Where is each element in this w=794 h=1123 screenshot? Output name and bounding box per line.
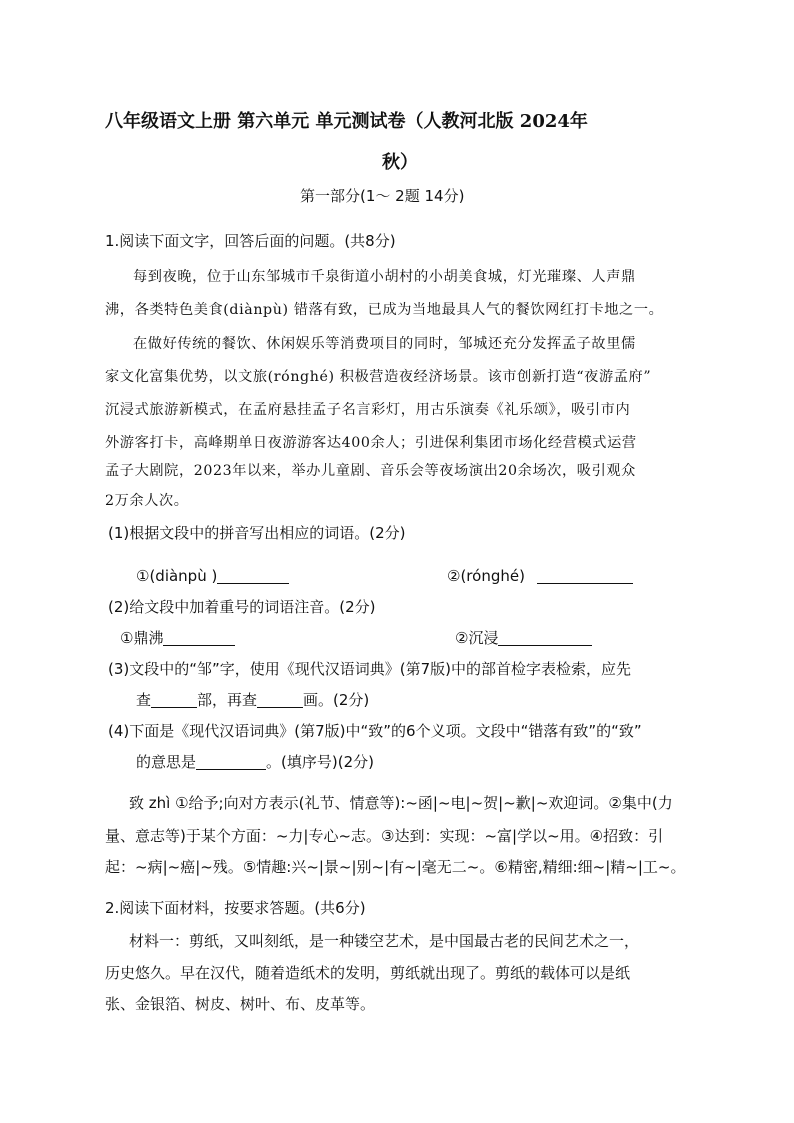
subquestion-3-fill	[136, 690, 369, 710]
material-line: 材料一：剪纸，又叫刻纸，是一种镂空艺术，是中国最古老的民间艺术之一，	[129, 932, 640, 950]
answer-blank[interactable]	[537, 567, 633, 584]
subquestion-2-prompt: (2)给文段中加着重号的词语注音。(2分)	[108, 598, 376, 616]
passage-line: 在做好传统的餐饮、休闲娱乐等消费项目的同时，邹城还充分发挥孟子故里儒	[133, 336, 636, 352]
fill-text: 。(填序号)(2分)	[266, 753, 374, 771]
answer-blank[interactable]	[151, 691, 197, 708]
passage-line: 外游客打卡，高峰期单日夜游游客达400余人；引进保利集团市场化经营模式运营	[105, 435, 637, 451]
fill-text: 部，再查	[197, 691, 258, 709]
item-label: ①鼎沸	[120, 629, 164, 647]
fill-text: 查	[136, 691, 152, 709]
item-label: ②(rónghé)	[447, 567, 525, 585]
title-line-1: 八年级语文上册 第六单元 单元测试卷（人教河北版 2024年	[105, 111, 588, 132]
subquestion-1-prompt: (1)根据文段中的拼音写出相应的词语。(2分)	[108, 524, 406, 542]
fill-text: 的意思是	[136, 753, 197, 771]
subquestion-3-prompt: (3)文段中的“邹”字，使用《现代汉语词典》(第7版)中的部首检字表检索，应先	[108, 660, 632, 678]
subquestion-1-item-a	[136, 566, 289, 586]
item-label: ②沉浸	[455, 629, 499, 647]
fill-text: 画。(2分)	[303, 691, 370, 709]
passage-line: 沉浸式旅游新模式，在孟府悬挂孟子名言彩灯，用古乐演奏《礼乐颂》，吸引市内	[105, 402, 631, 418]
answer-blank[interactable]	[196, 753, 266, 770]
subquestion-4-prompt: (4)下面是《现代汉语词典》(第7版)中“致”的6个义项。文段中“错落有致”的“致”	[108, 722, 642, 740]
answer-blank[interactable]	[217, 567, 289, 584]
answer-blank[interactable]	[498, 629, 592, 646]
subquestion-2-item-a	[120, 628, 235, 648]
dictionary-entry-line: 致 zhì ①给予;向对方表示(礼节、情意等):~函|~电|~贺|~歉|~欢迎词。②集中(力	[129, 794, 673, 812]
answer-blank[interactable]	[163, 629, 235, 646]
passage-line: 2万余人次。	[105, 493, 189, 509]
passage-line: 沸，各类特色美食(diànpù) 错落有致，已成为当地最具人气的餐饮网红打卡地之一。	[105, 302, 664, 318]
passage-line: 每到夜晚，位于山东邹城市千泉街道小胡村的小胡美食城，灯光璀璨、人声鼎	[133, 269, 636, 285]
answer-blank[interactable]	[257, 691, 303, 708]
dictionary-entry-line: 量、意志等)于某个方面：~力|专心~志。③达到：实现：~富|学以~用。④招致：引	[105, 827, 664, 845]
question-2-prompt: 2.阅读下面材料，按要求答题。(共6分)	[105, 899, 366, 917]
passage-line: 家文化富集优势，以文旅(rónghé) 积极营造夜经济场景。该市创新打造“夜游孟府”	[105, 369, 652, 385]
passage-line: 孟子大剧院，2023年以来，举办儿童剧、音乐会等夜场演出20余场次，吸引观众	[105, 463, 636, 479]
question-1-prompt: 1.阅读下面文字，回答后面的问题。(共8分)	[105, 232, 396, 250]
material-line: 历史悠久。早在汉代，随着造纸术的发明，剪纸就出现了。剪纸的载体可以是纸	[105, 964, 631, 982]
part-heading: 第一部分(1～ 2题 14分)	[300, 187, 465, 205]
subquestion-1-item-b	[447, 566, 633, 586]
material-line: 张、金银箔、树皮、树叶、布、皮革等。	[105, 995, 376, 1013]
subquestion-2-item-b	[455, 628, 592, 648]
item-label: ①(diànpù )	[136, 567, 218, 585]
dictionary-entry-line: 起：~病|~癌|~残。⑤情趣:兴~|景~|别~|有~|毫无二~。⑥精密,精细:细~|精~|工~。	[105, 858, 686, 876]
subquestion-4-fill	[136, 752, 374, 772]
title-line-2: 秋）	[382, 152, 418, 173]
